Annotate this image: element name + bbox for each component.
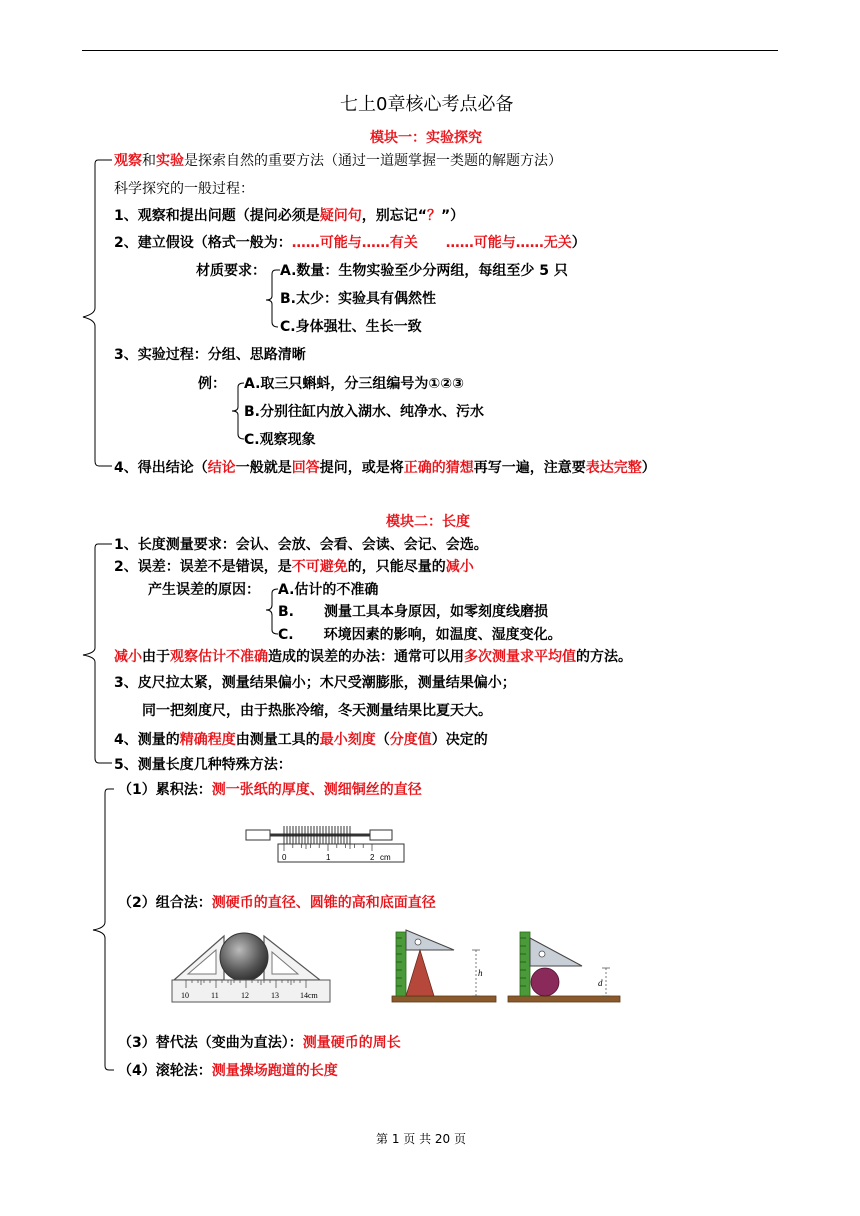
reduce-average: 多次测量求平均值 [464,649,576,665]
cause-b-key: B. [278,604,294,620]
ruler1-tick-2: 2 [370,853,375,862]
p2-text: 2、误差：误差不是错误，是 [114,559,292,575]
cone-height-label: h [478,968,483,978]
example-a: A.取三只蝌蚪，分三组编号为①②③ [244,376,464,392]
module1-intro [114,152,562,170]
step4 [114,459,656,477]
step1-text: 1、观察和提出问题（提问必须是 [114,208,320,224]
cause-a-text: 估计的不准确 [294,582,379,598]
p2-text2: 的，只能尽量的 [347,559,446,575]
p4-text2: 由测量工具的 [235,732,320,748]
process-label: 科学探究的一般过程： [114,181,254,197]
step1-text3: ”） [440,208,465,224]
step4-text2: 一般就是 [235,460,292,476]
step4-close: ） [641,460,656,476]
step1-text2: ，别忘记“ [361,208,427,224]
example-c: C.观察现象 [244,432,316,448]
step4-guess: 正确的猜想 [403,460,474,476]
p4-text3: ）决定的 [431,732,488,748]
reduce-text: 由于 [142,649,170,665]
ruler2-tick-14: 14cm [300,991,318,1000]
m1-example: 测一张纸的厚度、测细铜丝的直径 [211,782,422,798]
m2-example: 测硬币的直径、圆锥的高和底面直径 [211,895,436,911]
m4-example: 测量操场跑道的长度 [211,1063,338,1079]
m3-example: 测量硬币的周长 [302,1035,401,1051]
ruler2-tick-11: 11 [211,991,219,1000]
p2-unavoidable: 不可避免 [291,559,348,575]
material-a: A.数量：生物实验至少分两组，每组至少 5 只 [280,263,568,279]
material-b: B.太少：实验具有偶然性 [280,291,436,307]
m2-label: （2）组合法： [118,895,212,911]
step2-unrelated: ……可能与……无关 [445,235,572,251]
step4-text3: 提问，或是将 [319,460,404,476]
page-footer: 第 1 页 共 20 页 [376,1132,466,1146]
step2-close: ） [571,235,586,251]
step3: 3、实验过程：分组、思路清晰 [114,347,306,363]
length-p5: 5、测量长度几种特殊方法： [114,757,292,773]
reduce-text3: 的方法。 [576,649,632,665]
accumulation-ruler-figure [244,818,406,866]
ball-diameter-label: d [598,978,603,988]
m3-label: （3）替代法（变曲为直法）： [118,1035,303,1051]
m1-label: （1）累积法： [118,782,212,798]
intro-rest: 是探索自然的重要方法（通过一道题掌握一类题的解题方法） [184,153,562,169]
cause-a-key: A. [278,582,295,598]
length-p1: 1、长度测量要求：会认、会放、会看、会读、会记、会选。 [114,537,488,553]
cause-c-key: C. [278,627,294,643]
reduce-cause: 观察估计不准确 [170,649,268,665]
intro-and: 和 [142,153,156,169]
step4-conclusion: 结论 [207,460,236,476]
module1-heading: 模块一：实验探究 [370,130,482,146]
example-label: 例： [198,376,226,392]
p4-text: 4、测量的 [114,732,180,748]
cause-c [278,626,562,644]
step2 [114,234,586,252]
observe-term: 观察 [114,153,142,169]
cause-label: 产生误差的原因： [148,582,260,598]
p4-division: 分度值 [389,732,432,748]
p4-precision: 精确程度 [179,732,236,748]
ruler2-tick-10: 10 [181,991,189,1000]
length-p4 [114,731,488,749]
method-wheel [118,1062,338,1080]
module2-heading: 模块二：长度 [386,514,470,530]
reduce-method [114,648,632,666]
step1-qmark: ？ [426,208,441,224]
page-title: 七上0章核心考点必备 [340,94,514,115]
method-substitute [118,1034,401,1052]
material-label: 材质要求： [196,263,266,279]
m4-label: （4）滚轮法： [118,1063,212,1079]
step4-answer: 回答 [291,460,320,476]
ruler1-tick-1: 1 [326,853,331,862]
ruler1-tick-0: 0 [282,853,287,862]
reduce-term: 减小 [114,649,142,665]
step4-complete: 表达完整 [585,460,642,476]
p4-open: （ [375,732,390,748]
step2-text: 2、建立假设（格式一般为： [114,235,292,251]
step2-related: ……可能与……有关 [291,235,418,251]
step1-question: 疑问句 [319,208,362,224]
step4-text: 4、得出结论（ [114,460,208,476]
reduce-text2: 造成的误差的办法：通常可以用 [268,649,464,665]
step1 [114,207,464,225]
cone-height-figure [390,926,500,1004]
step4-text4: 再写一遍，注意要 [473,460,586,476]
p4-min-scale: 最小刻度 [319,732,376,748]
cause-b [278,603,548,621]
length-p3b: 同一把刻度尺，由于热胀冷缩，冬天测量结果比夏天大。 [142,703,492,719]
length-p3: 3、皮尺拉太紧，测量结果偏小；木尺受潮膨胀，测量结果偏小； [114,675,516,691]
method-combine [118,894,436,912]
ruler2-tick-12: 12 [241,991,249,1000]
material-c: C.身体强壮、生长一致 [280,319,422,335]
p2-reduce: 减小 [445,559,474,575]
cause-b-text: 测量工具本身原因，如零刻度线磨损 [324,604,548,620]
ball-diameter-figure [506,926,624,1004]
length-p2 [114,558,474,576]
ruler1-unit: cm [380,853,391,862]
example-b: B.分别往缸内放入湖水、纯净水、污水 [244,404,484,420]
cause-c-text: 环境因素的影响，如温度、湿度变化。 [323,627,562,643]
experiment-term: 实验 [156,153,184,169]
coin-set-squares-figure [166,928,332,1008]
method-accumulate [118,781,422,799]
cause-a [278,581,378,599]
ruler2-tick-13: 13 [271,991,279,1000]
